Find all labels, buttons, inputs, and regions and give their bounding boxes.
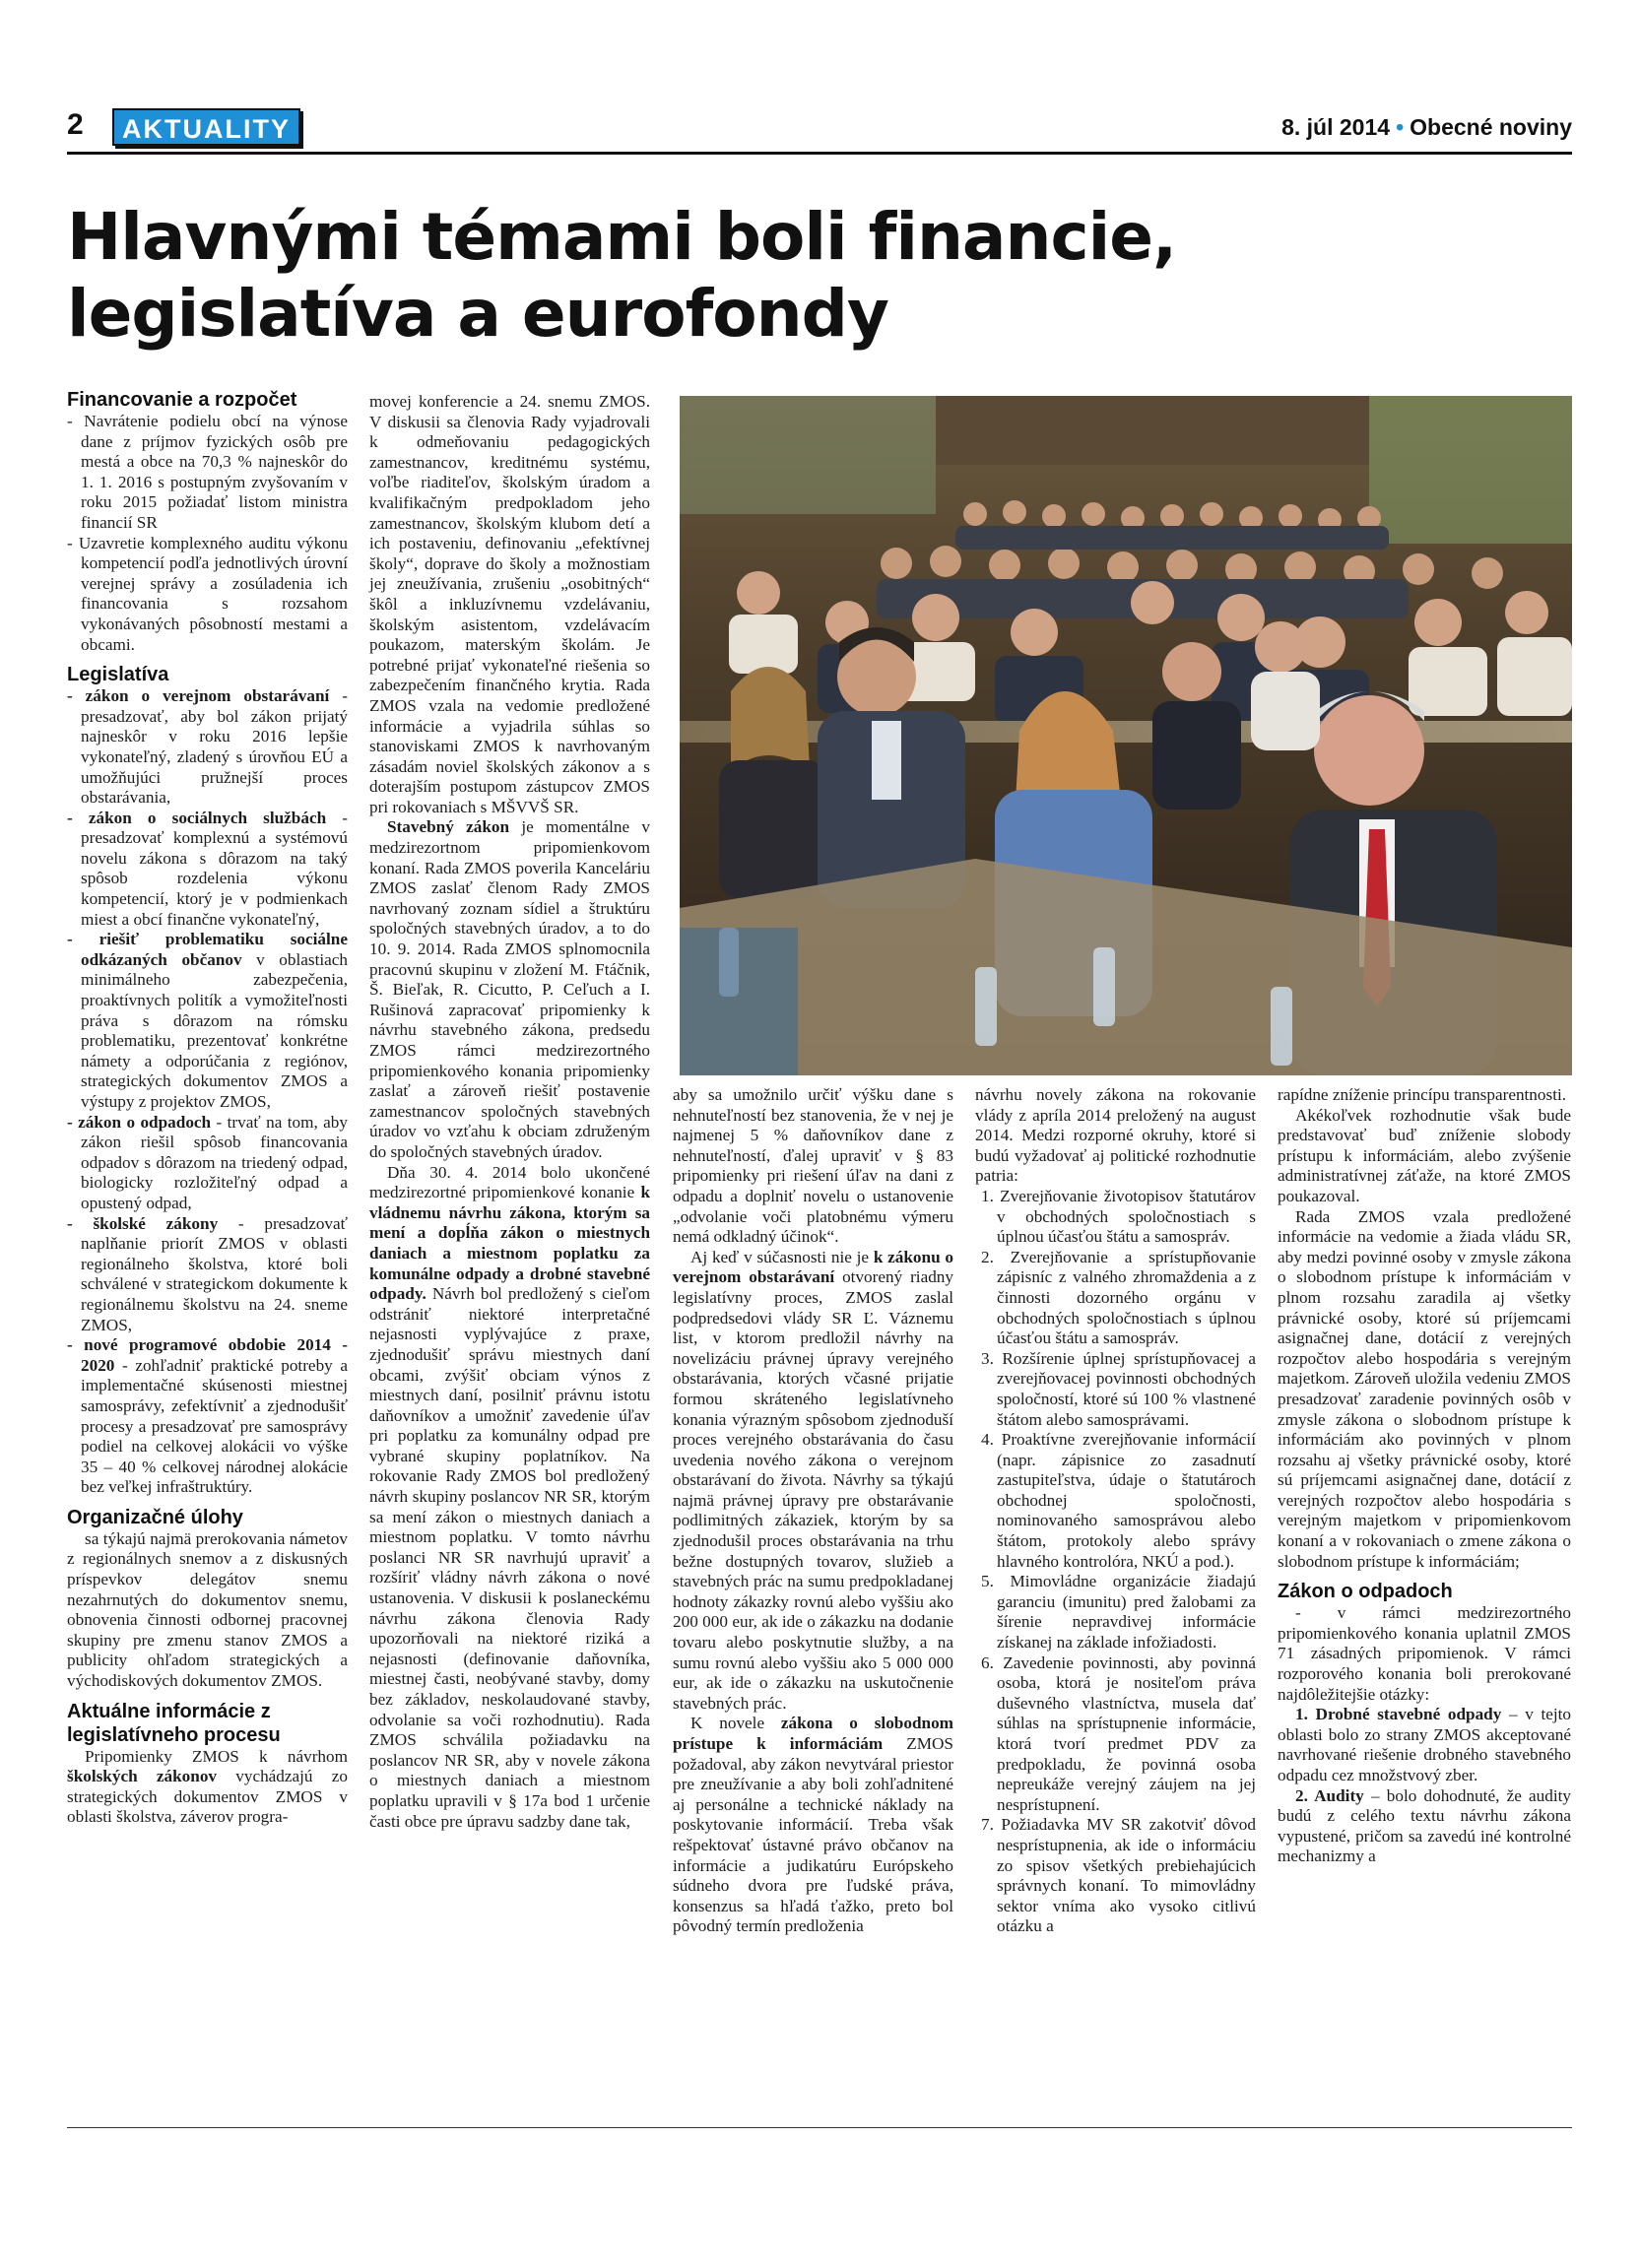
text: vychádzajú zo strategických dokumentov ZMOS v oblasti školstva, záverov progra- (67, 1767, 348, 1827)
paragraph (67, 1113, 348, 1214)
text: - zohľadniť praktické potreby a implementačné skúsenosti miestnej samosprávy, zefektívniť a zjednodušiť procesy a presadzovať pre samosprávy podiel na celkovej alokácii vo výške 35 – 40 % celkovej národnej alokácie bez veľkej infraštruktúry. (81, 1355, 348, 1497)
text: K novele (690, 1714, 781, 1733)
text: Návrh bol predložený s cieľom odstrániť niektoré interpretačné nejasnosti vyplývajúce z praxe, zjednodušiť správu miestnych daní obcami, zvýšiť obciam výnos z miestnych daní, posilniť právnu istotu daňovníkov a umožniť zavedenie úľav pri poplatku za komunálny odpad pre vybrané skupiny poplatníkov. Na rokovanie Rady ZMOS bol predložený návrh skupiny poslancov NR SR, ktorým sa mení zákon o miestnych daniach a miestnom poplatku. V tomto návrhu poslanci NR SR navrhujú upraviť a rozšíriť vládny návrh zákona o nové ustanovenia. V diskusii k poslaneckému návrhu zákona členovia Rady upozorňovali na niektoré riziká a nejasnosti (definovanie daňovníka, miestnej časti, neobývané stavby, domy bez základov, neskolaudované stavby, odvolanie sa voči rozhodnutiu). Rada ZMOS schválila požiadavku na poslancov NR SR, aby v novele zákona o miestnych daniach a miestnom poplatku upravili v § 17a bod 1 určenie časti obce pre úpravu sadzby dane tak, (369, 1284, 650, 1831)
paragraph: návrhu novely zákona na rokovanie vlády z apríla 2014 preložený na august 2014. Medzi rozporné okruhy, ktoré si budú vyžadovať aj politické rozhodnutie patria: (975, 1085, 1256, 1186)
conference-photo (680, 396, 1572, 1075)
page-number: 2 (67, 108, 84, 141)
paragraph (673, 1714, 953, 1937)
text: - presadzovať komplexnú a systémovú novelu zákona s dôrazom na taký spôsob rozdelenia výkonu kompetencií, ktorý je v podmienkach miest a obcí finančne vykonateľný, (81, 808, 348, 929)
paragraph: Akékoľvek rozhodnutie však bude predstavovať buď zníženie slobody prístupu k informáciám, alebo zvýšenie administratívnej záťaže, na ktoré ZMOS poukazoval. (1278, 1105, 1571, 1205)
bold-term: 2. Audity (1295, 1785, 1364, 1805)
list-item: 1. Zverejňovanie životopisov štatutárov v obchodných spoločnostiach s úplnou účasťou štátu a samospráv. (981, 1186, 1256, 1247)
paragraph (673, 1248, 953, 1715)
paragraph (67, 1335, 348, 1498)
paragraph (67, 930, 348, 1112)
text: Aj keď v súčasnosti nie je (690, 1247, 874, 1266)
text: Pripomienky ZMOS k návrhom (85, 1746, 348, 1766)
paragraph: Rada ZMOS vzala predložené informácie na vedomie a žiada vládu SR, aby medzi povinné osoby v zmysle zákona o slobodnom prístupe k informáciám v plnom rozsahu zaradila aj všetky právnické osoby, ktoré sú príjemcami asignačnej dane, dotácií z verejných rozpočtov alebo hospodária s verejným majetkom. Zároveň uložila vedeniu ZMOS presadzovať zaradenie povinných osôb v zmysle zákona o slobodnom prístupe k informáciám ako povinných v plnom rozsahu aj všetky právnické osoby, ktoré sú príjemcami asignačnej dane, dotácií z verejných rozpočtov alebo hospodária s verejným majetkom v pripomienkovom konaní a v rokovaniach o zmene zákona o slobodnom prístupe k informáciám; (1278, 1206, 1571, 1571)
text: je momentálne v medzirezortnom pripomienkovom konaní. Rada ZMOS poverila Kanceláriu ZMOS zaslať členom Rady ZMOS navrhovaný zoznam sídiel a štruktúru spoločných stavebných úradov, a to do 10. 9. 2014. Rada ZMOS splnomocnila pracovnú skupinu v zložení M. Ftáčnik, Š. Bieľak, R. Cicutto, P. Ceľuch a I. Rušinová zapracovať pripomienky k návrhu stavebného zákona, predsedu ZMOS rámci medzirezortného pripomienkového konania pripomienky zaslať a zároveň riešiť postavenie zamestnancov spoločných stavebných úradov vo vzťahu k obciam združeným do spoločných stavebných úradov. (369, 817, 650, 1161)
bold-term: - nové programové obdobie 2014 - 2020 (67, 1335, 348, 1375)
headline-line-1: Hlavnými témami boli financie, (67, 199, 1177, 275)
bold-term: - zákon o verejnom obstarávaní (67, 686, 330, 706)
text: ZMOS požadoval, aby zákon nevytváral priestor pre zneužívanie a aby boli zohľadnitené aj personálne a technické náklady na poskytovanie informácií. Treba však rešpektovať ústavné právo občanov na informácie a judikatúru Európskeho súdneho dvora pre ľudské práva, konsenzus sa hľadá ťažko, preto bol pôvodný termín predloženia (673, 1734, 953, 1936)
paragraph: - Uzavretie komplexného auditu výkonu kompetencií podľa jednotlivých úrovní verejnej správy a zosúladenia ich financovania s rozsahom vykonávaných pôsobností mestami a obcami. (67, 533, 348, 654)
text: - presadzovať naplňanie priorít ZMOS v oblasti regionálneho školstva, ktoré boli schválené v strategickom dokumente k regionálnemu školstvu na 24. sneme ZMOS, (81, 1213, 348, 1334)
subheading-legislative-process: Aktuálne informácie z legislatívneho procesu (67, 1700, 281, 1746)
subheading-organizational: Organizačné úlohy (67, 1506, 243, 1528)
list-item: 2. Zverejňovanie a sprístupňovanie zápisníc z valného zhromaždenia a z činnosti dozorného orgánu v obchodných spoločnostiach s úplnou účasťou štátu a samospráv. (981, 1247, 1256, 1348)
list-item: 7. Požiadavka MV SR zakotviť dôvod nesprístupnenia, ak ide o informáciu zo spisov všetkých prebiehajúcich správnych konaní. To mimovládny sektor vníma ako vysoko citlivú otázku a (981, 1815, 1256, 1936)
paragraph (1278, 1705, 1571, 1785)
subheading-waste-law: Zákon o odpadoch (1278, 1581, 1453, 1603)
paragraph: - Navrátenie podielu obcí na výnose dane z príjmov fyzických osôb pre mestá a obce na 70,3 % najneskôr do 1. 1. 2016 s postupným zvyšovaním v roku 2015 požiadať listom ministra financií SR (67, 412, 348, 532)
list-item: 6. Zavedenie povinnosti, aby povinná osoba, ktorá je nositeľom práva duševného vlastníctva, musela dať súhlas na sprístupnenie informácie, ktorá tvorí predmet PDV za predpokladu, že povinná osoba nepreukáže verejný záujem na jej nesprístupnení. (981, 1652, 1256, 1814)
bold-term: k zákonu o verejnom obstarávaní (673, 1247, 954, 1287)
bold-term: 1. Drobné stavebné odpady (1295, 1705, 1502, 1724)
issue-date: 8. júl 2014 (1281, 114, 1391, 140)
list-item: 4. Proaktívne zverejňovanie informácií (napr. zápisnice zo zasadnutí zastupiteľstva, údaje o štatutároch obchodnej spoločnosti, nominovaného samosprávou alebo štátom, protokoly alebo správy hlavného kontrolóra, NKÚ a pod.). (981, 1430, 1256, 1571)
bold-term: školských zákonov (67, 1767, 218, 1786)
article-headline (67, 199, 1446, 353)
text: Dňa 30. 4. 2014 bolo ukončené medzirezortné pripomienkové konanie (369, 1162, 650, 1202)
article-column-1 (67, 388, 348, 1828)
paragraph: sa týkajú najmä prerokovania námetov z regionálnych snemov a z diskusných príspevkov delegátov snemu nezahrnutých do dokumentov snemu, obnovenia činnosti odbornej pracovnej skupiny pre zmenu stanov ZMOS a publicity ohľadom strategických a východiskových dokumentov ZMOS. (67, 1528, 348, 1691)
text: - presadzovať, aby bol zákon prijatý najneskôr v roku 2016 lepšie vykonateľný, zladený s úrovňou EÚ a umožňujúci pružnejší proces obstarávania, (81, 686, 348, 808)
paragraph (67, 809, 348, 931)
publication-name: Obecné noviny (1410, 114, 1572, 140)
article-column-3 (673, 1085, 953, 1937)
text: v oblastiach minimálneho zabezpečenia, proaktívnych politík a vymožiteľnosti práva s dôrazom na rómsku problematiku, prezentovať konkrétne námety a odporúčania z regiónov, strategických dokumentov ZMOS a výstupy z projektov ZMOS, (81, 949, 348, 1111)
list-item: 3. Rozšírenie úplnej sprístupňovacej a zverejňovacej povinnosti obchodných spoločností, ktoré sú 100 % vlastnené štátom alebo samosprávami. (981, 1348, 1256, 1429)
list-item: 5. Mimovládne organizácie žiadajú garanciu (imunitu) pred žalobami za šírenie nepravdivej informácie získanej na základe infožiadosti. (981, 1572, 1256, 1652)
bold-term: zákona o slobodnom prístupe k informáciám (673, 1714, 953, 1753)
separator-dot: • (1396, 114, 1405, 140)
paragraph: rapídne zníženie princípu transparentnosti. (1278, 1085, 1567, 1104)
paragraph (67, 686, 348, 809)
text: – bolo dohodnuté, že audity budú z celého textu návrhu zákona vypustené, pričom sa zavedú iné kontrolné mechanizmy a (1278, 1785, 1571, 1866)
bold-term: - školské zákony (67, 1213, 219, 1233)
page-header (67, 106, 1572, 152)
paragraph: aby sa umožnilo určiť výšku dane s nehnuteľností bez stanovenia, že v nej je najmenej 5 % daňovníkov dane z nehnuteľností, ďalej upraviť v § 83 pripomienky pri riešení úľav na dani z odpadu a doplniť novelu o ustanovenie „odvolanie voči platobnému výmeru nemá odkladný účinok“. (673, 1085, 953, 1247)
paragraph (1278, 1786, 1571, 1867)
paragraph: - v rámci medzirezortného pripomienkového konania uplatnil ZMOS 71 zásadných pripomienok. V rámci rozporového konania boli prerokované najdôležitejšie otázky: (1278, 1603, 1571, 1704)
paragraph (67, 1747, 348, 1828)
article-column-4 (975, 1085, 1256, 1937)
bold-term: - zákon o odpadoch (67, 1112, 212, 1132)
footer-rule (67, 2127, 1572, 2128)
paragraph (369, 1163, 650, 1833)
subheading-legislation: Legislatíva (67, 664, 169, 686)
section-label: AKTUALITY (112, 108, 300, 146)
issue-info (1281, 110, 1572, 144)
headline-line-2: legislatíva a eurofondy (67, 276, 888, 352)
article-column-5 (1278, 1085, 1571, 1867)
paragraph (369, 817, 650, 1162)
paragraph: movej konferencie a 24. snemu ZMOS. V diskusii sa členovia Rady vyjadrovali k odmeňovaniu pedagogických zamestnancov, kreditnému systému, voľbe riaditeľov, školským úradom a kvalifikačným predpokladom jeho zamestnancov, školským klubom detí a ich postaveniu, definovaniu „efektívnej školy“, doprave do školy a možnostiam jej zneužívania, zrušeniu „osobitných“ škôl a inkluzívnemu vzdelávaniu, školským asistentom, vzdelávacím poukazom, materským školám. Je potrebné prijať vykonateľné riešenia so zabezpečením finančného krytia. Rada ZMOS vzala na vedomie predložené informácie a vyjadrila súhlas so stanoviskami ZMOS k navrhovaným zásadám noviel školských zákonov a s doterajším postupom zástupcov ZMOS pri rokovaniach s MŠVVŠ SR. (369, 392, 650, 816)
paragraph (67, 1214, 348, 1336)
bold-term: - zákon o sociálnych službách (67, 808, 327, 827)
bold-term: k vládnemu návrhu zákona, ktorým sa mení a dopĺňa zákon o miestnych daniach a miestnom poplatku za komunálne odpady a drobné stavebné odpady. (369, 1183, 650, 1304)
text: - trvať na tom, aby zákon riešil spôsob financovania odpadov s dôrazom na triedený odpad, biologicky rozložiteľný odpad a opustený odpad, (81, 1112, 348, 1212)
header-rule (67, 152, 1572, 155)
article-column-2 (369, 392, 650, 1832)
subheading-financing: Financovanie a rozpočet (67, 389, 297, 411)
text: – v tejto oblasti bolo zo strany ZMOS akceptované navrhované riešenie drobného stavebného odpadu cez množstvový zber. (1278, 1705, 1571, 1784)
bold-term: Stavebný zákon (387, 817, 510, 837)
text: otvorený riadny legislatívny proces, ZMOS zaslal podpredsedovi vlády SR Ľ. Váznemu list, v ktorom predložil návrhy na novelizáciu právnej úpravy verejného obstarávania, ktorých včasné prijatie formou skráteného legislatívneho konania výrazným spôsobom zjednoduší proces verejného obstarávania do času uvedenia nového zákona o verejnom obstarávaní do života. Návrhy sa týkajú najmä právnej úpravy pre obstarávanie podlimitných zákaziek, ktorým by sa zjednodušil proces obstarávania na trhu bežne dostupných tovarov, služieb a stavebných prác na sumu predpokladanej hodnoty zákazky rovnú alebo vyššiu ako 200 000 eur, ak ide o zákazku na dodanie tovaru alebo poskytnutie služby, a na sumu rovnú alebo vyššiu ako 5 000 000 eur, ak ide o zákazku na uskutočnenie stavebných prác. (673, 1267, 953, 1713)
bold-term: - riešiť problematiku sociálne odkázaných občanov (67, 930, 348, 969)
